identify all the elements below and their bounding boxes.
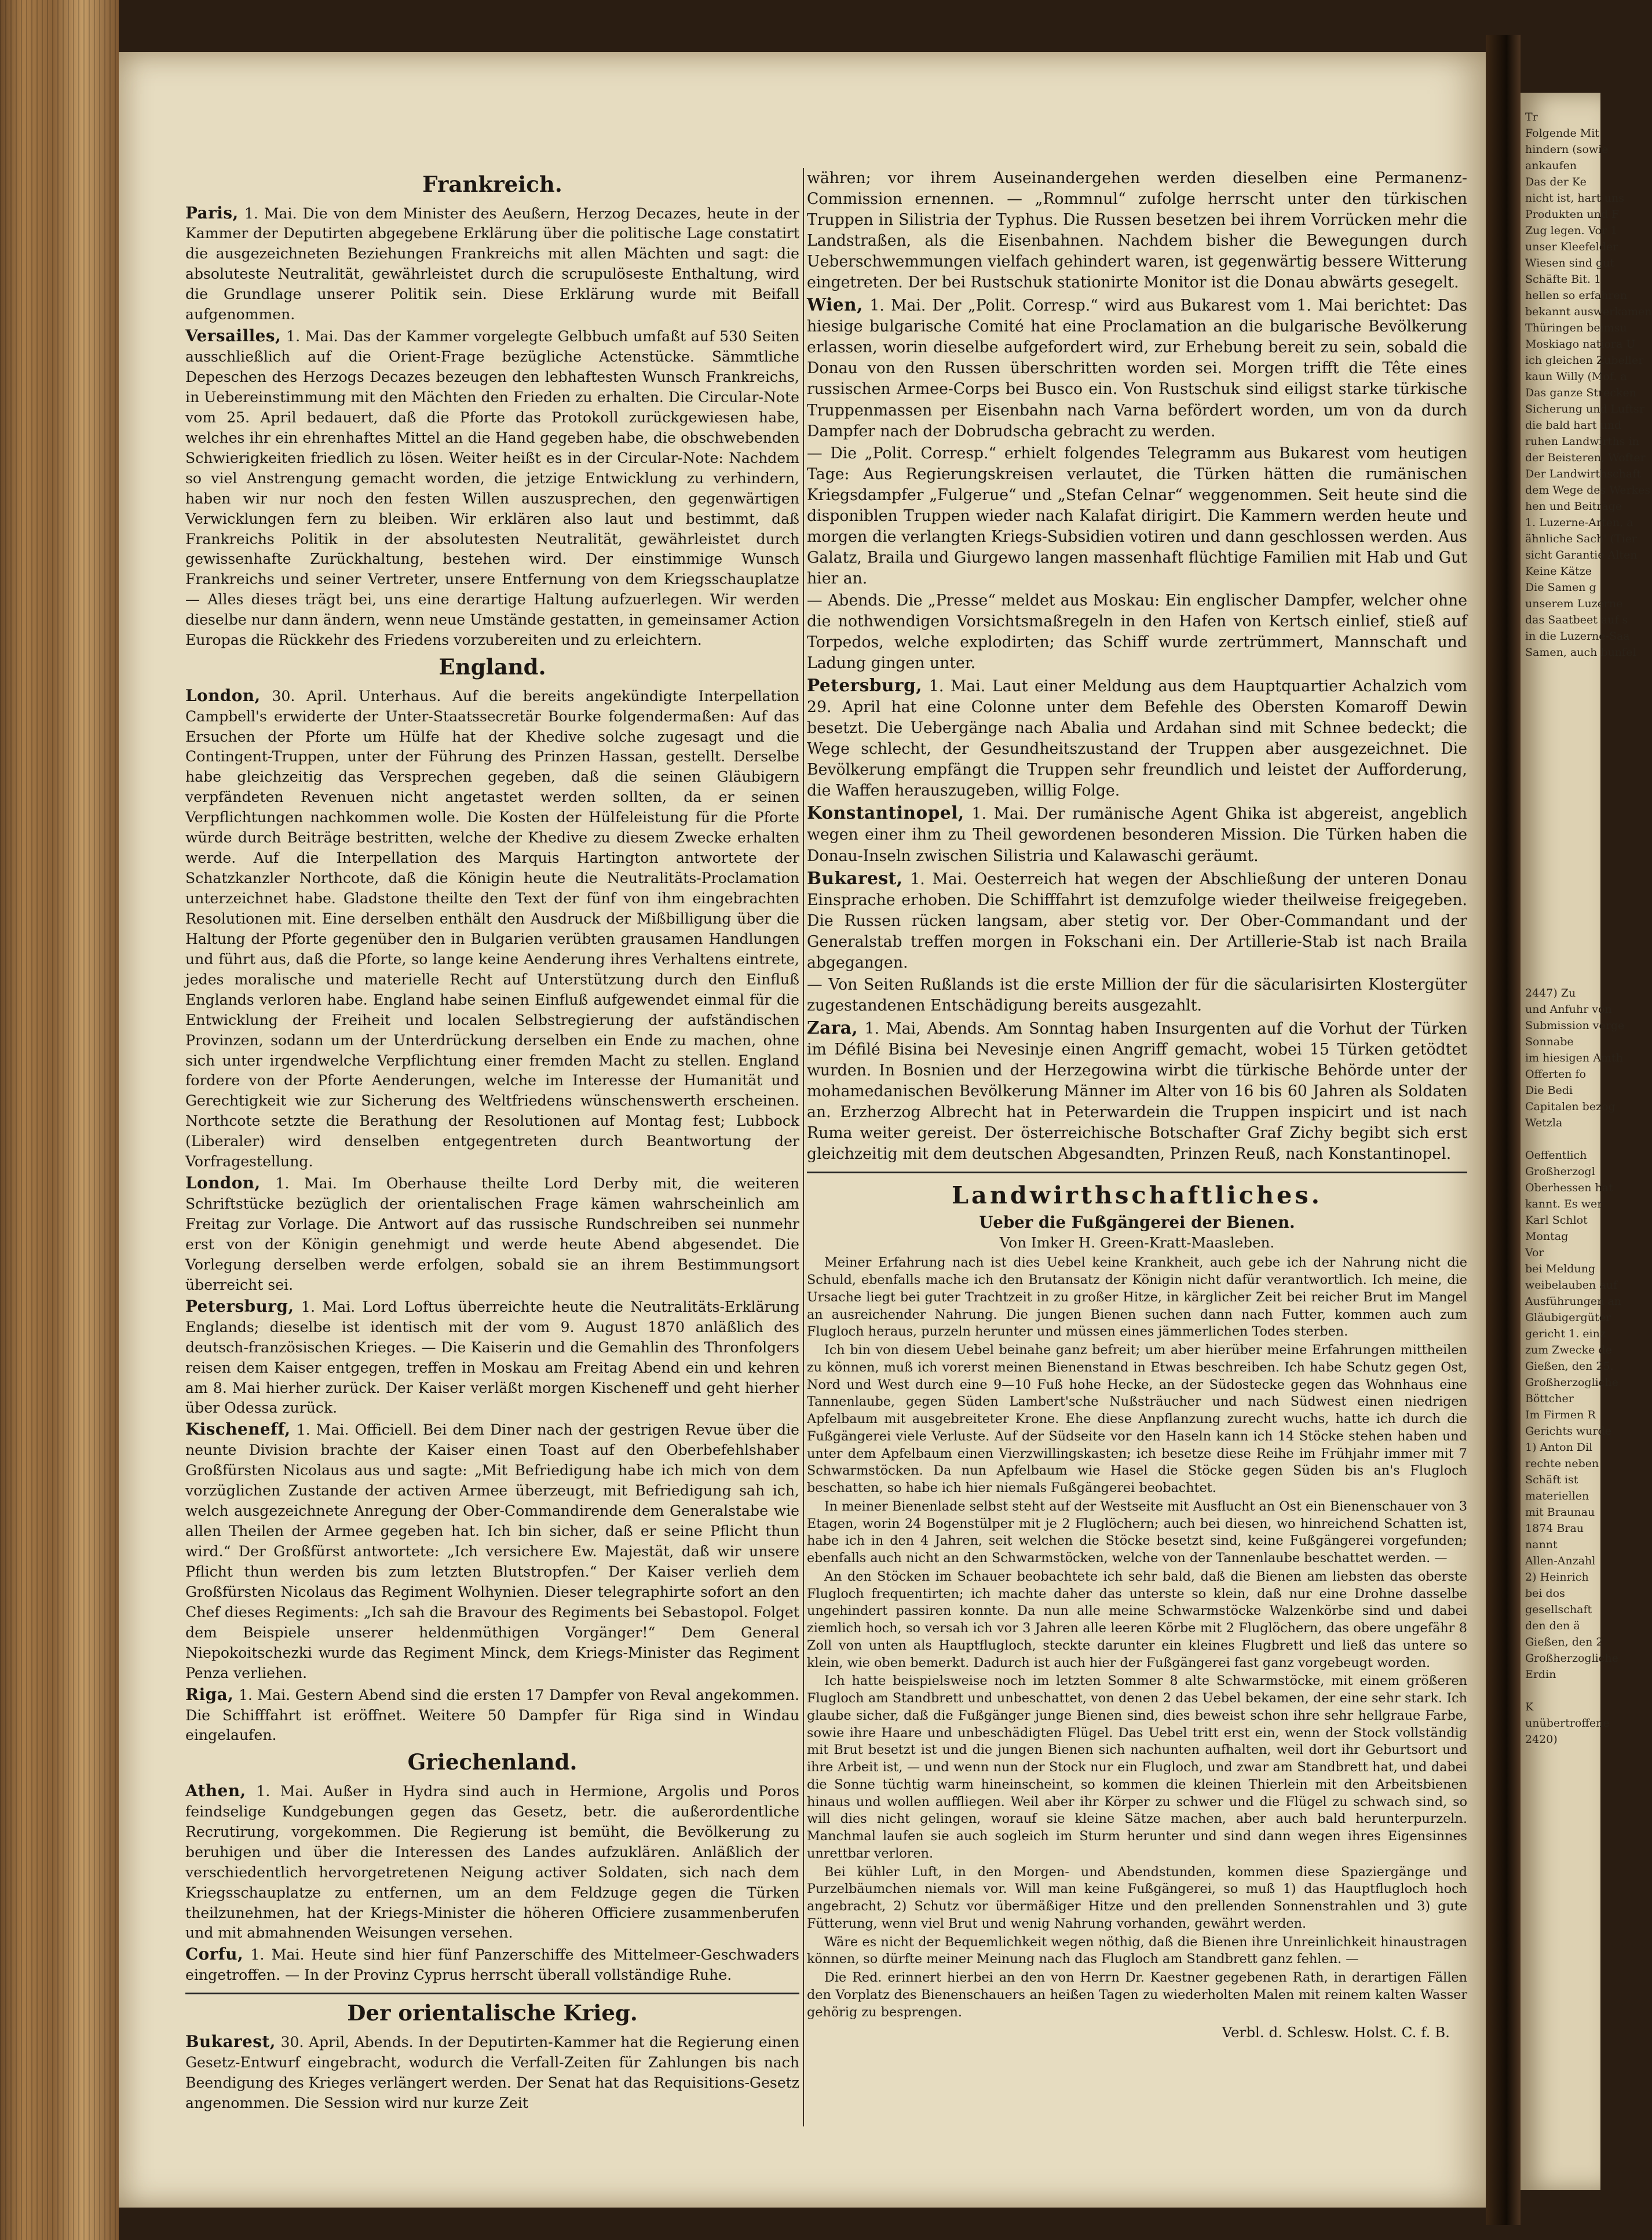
fragment-line <box>1521 1131 1600 1147</box>
fragment-line: weibelauben auf <box>1525 1279 1617 1292</box>
fragment-line: Die Samen g <box>1525 581 1596 594</box>
fragment-line: Der Landwirthschaft <box>1525 468 1641 480</box>
news-text: 1. Mai. Officiell. Bei dem Diner nach der gestrigen Revue über die neunte Division brachte der Kaiser einen Toast auf den Oberbefehlshaber Großfürsten Nicolaus aus und sagte: „Mit Befriedigung habe ich mich von dem vorzüglichen Zustande der activen Armee überzeugt, mit Befriedigung sah ich, welch ausgezeichnete Anregung der Ober-Commandirende dem Generalstabe wie allen Theilen der Armee gegeben hat. Ich bin sicher, daß er seine Pflicht thun wird.“ Der Großfürst antwortete: „Ich versichere Ew. Majestät, daß wir unsere Pflicht thun werden bis zum letzten Blutstropfen.“ Der Kaiser verlieh dem Großfürsten Nicolaus das Regiment Wolhynien. Dieser telegraphirte sofort an den Chef dieses Regiments: „Ich sah die Bravour des Regiments bei Sebastopol. Folget dem Beispiele unserer heldenmüthigen Vorgänger!“ Dem General Niepokoitschezki wurde das Regiment Minck, dem Kriegs-Minister das Regiment Penza verliehen. <box>185 1421 799 1681</box>
section-heading: Griechenland. <box>407 1749 578 1775</box>
section-rule <box>807 1172 1467 1173</box>
news-item <box>807 443 1467 589</box>
dateline: London, <box>185 1173 261 1193</box>
news-item <box>185 1781 799 1944</box>
fragment-line <box>1521 823 1600 839</box>
news-text: — Abends. Die „Presse“ meldet aus Moskau: Ein englischer Dampfer, welcher ohne die nothwendigen Vorsichtsmaßregeln in den Hafen von Kertsch einlief, stieß auf Torpedos, welche explodirten; das Schiff wurde zertrümmert, Mannschaft und Ladung gingen unter. <box>807 591 1467 673</box>
article-author: Von Imker H. Green-Kratt-Maasleben. <box>999 1234 1275 1251</box>
news-item <box>807 868 1467 973</box>
fragment-line <box>1521 839 1600 855</box>
fragment-line: 2447) Zu <box>1525 987 1576 999</box>
dateline: Paris, <box>185 203 239 222</box>
fragment-line: Oberhessen hat <box>1525 1181 1613 1194</box>
fragment-line: Samen, auch bunfel <box>1525 646 1636 659</box>
fragment-line: Die Bedi <box>1525 1084 1573 1097</box>
article-paragraph <box>807 1934 1467 1969</box>
fragment-line: unserem Luzerne <box>1525 597 1623 610</box>
fragment-line: gesellschaft <box>1525 1603 1592 1616</box>
left-column <box>185 168 799 2115</box>
fragment-line <box>1521 1683 1600 1699</box>
article-paragraph <box>807 1254 1467 1341</box>
fragment-line: 1) Anton Dil <box>1525 1441 1593 1454</box>
fragment-line: die bald hart und <box>1525 419 1622 432</box>
fragment-line <box>1521 969 1600 985</box>
fragment-line: Schäfte Bit. 1 <box>1525 273 1602 286</box>
fragment-line: in die Luzerne-Saa <box>1525 630 1630 643</box>
fragment-line: sicht Garantie Alten <box>1525 549 1638 561</box>
fragment-line: Wiesen sind gut <box>1525 257 1615 269</box>
fragment-line: Allen-Anzahl <box>1525 1555 1596 1567</box>
news-text: 1. Mai, Abends. Am Sonntag haben Insurgenten auf die Vorhut der Türken im Défilé Bisina bei Nevesinje einen Angriff gemacht, wobei 15 Türken getödtet wurden. In Bosnien und der Herzegowina wirbt die türkische Behörde unter der mohamedanischen Bevölkerung Männer im Alter von 16 bis 60 Jahren als Soldaten an. Erzherzog Albrecht hat in Peterwardein die Truppen inspicirt und ist nach Ruma weiter gereist. Der österreichische Botschafter Graf Zichy begibt sich erst gleichzeitig mit dem deutschen Abgesandten, Prinzen Reuß, nach Konstantinopel. <box>807 1019 1467 1163</box>
fragment-line: und Anfuhr von <box>1525 1003 1612 1016</box>
fragment-line: materiellen <box>1525 1490 1589 1502</box>
fragment-line: hen und Beiträge <box>1525 500 1622 513</box>
fragment-line: bei Meldung <box>1525 1263 1596 1275</box>
paragraph-text: Wäre es nicht der Bequemlichkeit wegen nöthig, daß die Bienen ihre Unreinlichkeit hinaustragen können, so dürfte meiner Meinung nach das Flugloch am Standbrett ganz fehlen. — <box>807 1934 1467 1967</box>
source-credit: Verbl. d. Schlesw. Holst. C. f. B. <box>1222 2024 1450 2041</box>
news-item <box>807 168 1467 293</box>
fragment-line: K <box>1525 1701 1534 1713</box>
fragment-line: im hiesigen Amth <box>1525 1052 1623 1064</box>
article-title: Ueber die Fußgängerei der Bienen. <box>979 1213 1295 1232</box>
fragment-line: ankaufen <box>1525 159 1577 172</box>
fragment-line <box>1521 742 1600 758</box>
fragment-line: kannt. Es wer <box>1525 1198 1603 1210</box>
fragment-line: Tr <box>1525 111 1538 123</box>
section-heading: Der orientalische Krieg. <box>347 2000 638 2026</box>
fragment-line <box>1521 871 1600 888</box>
fragment-line <box>1521 725 1600 742</box>
news-item <box>185 1420 799 1683</box>
news-text: — Von Seiten Rußlands ist die erste Million der für die säcularisirten Klostergüter zugestandenen Entschädigung bereits ausgezahlt. <box>807 975 1467 1015</box>
article-paragraph <box>807 1342 1467 1497</box>
article-paragraph <box>807 1864 1467 1933</box>
fragment-line: Thüringen beimsu <box>1525 322 1627 334</box>
fragment-line: rechte neben <box>1525 1457 1599 1470</box>
fragment-line: Offerten fo <box>1525 1068 1587 1081</box>
page-edges <box>0 0 119 2240</box>
fragment-line: bekannt auswerkamen <box>1525 305 1652 318</box>
dateline: Konstantinopel, <box>807 802 964 823</box>
fragment-line: Das der Ke <box>1525 176 1587 188</box>
news-text: 1. Mai. Der „Polit. Corresp.“ wird aus Bukarest vom 1. Mai berichtet: Das hiesige bulgarische Comité hat eine Proclamation an die bulgarische Bevölkerung erlassen, worin dieselbe aufgefordert wird, zur Erhebung bereit zu sein, sobald die Donau von den Russen überschritten worden sei. Morgen trifft die Tête eines russischen Armee-Corps bei Busco ein. Von Rustschuk sind eiligst starke türkische Truppenmassen per Eisenbahn nach Varna befördert worden, um von da durch Dampfer nach der Dobrudscha gebracht zu werden. <box>807 297 1467 440</box>
fragment-line: dem Wege des Werkes <box>1525 484 1651 497</box>
news-item <box>807 802 1467 866</box>
fragment-line: kaun Willy (Mof. a <box>1525 370 1627 383</box>
section-heading: England. <box>438 654 546 680</box>
article-paragraph <box>807 1568 1467 1672</box>
fragment-line: mit Braunau <box>1525 1506 1595 1519</box>
adjacent-page-fragment <box>1521 93 1652 2190</box>
fragment-line <box>1521 693 1600 709</box>
fragment-line: ich gleichen Zubeller <box>1525 354 1644 367</box>
fragment-line: unser Kleefelder <box>1525 240 1618 253</box>
news-item <box>807 675 1467 801</box>
fragment-line: Gießen, den 2 <box>1525 1636 1603 1648</box>
fragment-line: hellen so erfahren <box>1525 289 1627 302</box>
fragment-line: Gießen, den 25. <box>1525 1360 1614 1373</box>
fragment-line: Im Firmen R <box>1525 1409 1596 1421</box>
fragment-line: der Beisteren, Wofter <box>1525 451 1646 464</box>
fragment-line: das Saatbeet auf s <box>1525 614 1628 626</box>
article-paragraph <box>807 1673 1467 1862</box>
fragment-line: Wetzla <box>1525 1117 1563 1129</box>
news-text: 30. April. Unterhaus. Auf die bereits angekündigte Interpellation Campbell's erwiderte der Unter-Staatssecretär Bourke folgendermaßen: Auf das Ersuchen der Pforte um Hülfe hat der Khedive solche zugesagt und die Contingent-Truppen, unter der Führung des Prinzen Hassan, gestellt. Derselbe habe gleichzeitig das Versprechen gegeben, daß die seinen Gläubigern verpfändeten Revenuen nicht angetastet werden sollten, da er seinen Verpflichtungen nachkommen wolle. Die Kosten der Hülfeleistung für die Pforte würde durch Beiträge bestritten, welche der Khedive zu diesem Zwecke erhalten werde. Auf die Interpellation des Marquis Hartington antwortete der Schatzkanzler Northcote, daß die Königin heute die Neutralitäts-Proclamation unterzeichnet habe. Gladstone theilte den Text der fünf von ihm eingebrachten Resolutionen mit. Eine derselben enthält den Ausdruck der Mißbilligung über die Haltung der Pforte gegenüber den in Bulgarien verübten grausamen Handlungen und führt aus, daß die Pforte, so lange keine Aenderung ihres Verhaltens eintrete, jedes moralische und materielle Recht auf Unterstützung durch den Einfluß Englands verloren habe. England habe seinen Einfluß aufgewendet einmal für die Entwicklung der Freiheit und localen Selbstregierung der aufständischen Provinzen, sodann um der Unterdrückung derselben ein Ende zu machen, ohne sich unter irgendwelche Verpflichtung einer fremden Macht zu stellen. England fordere von der Pforte Aenderungen, welche im Interesse der Humanität und Gerechtigkeit wie zur Sicherung des Weltfriedens wünschenswerth erscheinen. Northcote setzte die Berathung der Resolutionen auf Montag fest; Lubbock (Liberaler) wird denselben entgegentreten durch Beantwortung der Vorfragestellung. <box>185 687 799 1170</box>
fragment-line: unübertroffene <box>1525 1717 1610 1730</box>
fragment-line: Zug legen. Vor 1 <box>1525 224 1618 237</box>
news-text: 1. Mai. Gestern Abend sind die ersten 17 Dampfer von Reval angekommen. Die Schifffahrt ist eröffnet. Weitere 50 Dampfer für Riga sind in Windau eingelaufen. <box>185 1686 799 1744</box>
dateline: Corfu, <box>185 1945 244 1964</box>
news-item <box>807 1017 1467 1165</box>
fragment-line: Folgende Mit <box>1525 127 1599 140</box>
fragment-line: Karl Schlot <box>1525 1214 1588 1227</box>
paragraph-text: Die Red. erinnert hierbei an den von Herrn Dr. Kaestner gegebenen Rath, in derartigen Fällen den Vorplatz des Bienenschauers an heißen Tagen zu wiederholten Malen mit reinem kalten Wasser gehörig zu besprengen. <box>807 1970 1467 2020</box>
fragment-line <box>1521 807 1600 823</box>
fragment-line <box>1521 936 1600 953</box>
fragment-line: Großherzogl <box>1525 1165 1595 1178</box>
fragment-line: Capitalen bezog <box>1525 1100 1616 1113</box>
fragment-line: Oeffentlich <box>1525 1149 1587 1162</box>
news-text: 1. Mai. Lord Loftus überreichte heute die Neutralitäts-Erklärung Englands; dieselbe ist identisch mit der vom 9. August 1870 anläßlich des deutsch-französischen Krieges. — Die Kaiserin und die Gemahlin des Thronfolgers reisen dem Kaiser entgegen, treffen in Moskau am Freitag Abend ein und kehren am 8. Mai hierher zurück. Der Kaiser verläßt morgen Kischeneff und geht hierher über Odessa zurück. <box>185 1298 799 1417</box>
fragment-line <box>1521 953 1600 969</box>
right-column <box>807 168 1467 2044</box>
fragment-line: gericht 1. einz <box>1525 1327 1606 1340</box>
fragment-line: 2420) <box>1525 1733 1558 1746</box>
fragment-line: Gerichts wurde <box>1525 1425 1611 1438</box>
fragment-line <box>1521 774 1600 790</box>
news-text: 1. Mai. Außer in Hydra sind auch in Hermione, Argolis und Poros feindselige Kundgebungen gegen das Gesetz, betr. die außerordentliche Recrutirung, vorgekommen. Die Regierung ist bemüht, die Bevölkerung zu beruhigen und über die Interessen des Landes aufzuklären. Anläßlich der verschiedentlich hervorgetretenen Neigung activer Soldaten, sich nach dem Kriegsschauplatze zu entfernen, um an dem Feldzuge gegen die Türken theilzunehmen, hat der Kriegs-Minister die höheren Officiere zusammenberufen und mit abmahnenden Weisungen versehen. <box>185 1782 799 1942</box>
fragment-line: bei dos <box>1525 1587 1565 1600</box>
fragment-line: Das ganze Strecken <box>1525 386 1636 399</box>
dateline: Zara, <box>807 1017 858 1038</box>
fragment-line <box>1521 920 1600 936</box>
news-item <box>807 590 1467 674</box>
section-rule <box>185 1993 799 1994</box>
fragment-line: Montag <box>1525 1230 1569 1243</box>
fragment-line: Ausführungen an <box>1525 1295 1622 1308</box>
paragraph-text: An den Stöcken im Schauer beobachtete ich sehr bald, daß die Bienen am liebsten das oberste Flugloch frequentirten; ich machte daher das unterste so klein, daß nur eine Drohne dasselbe ungehindert passiren konnte. Da nun alle meine Schwarmstöcke Walzenkörbe sind und dabei ziemlich hoch, so versah ich vor 3 Jahren alle leeren Körbe mit 2 Fluglöchern, das obere ungefähr 8 Zoll von unten als Hauptflugloch, steckte darunter ein kleines Flugbrett und ließ das untere so klein, wie oben bemerkt. Dadurch ist auch hier der Fußgängerei fast ganz vorgebeugt worden. <box>807 1568 1467 1670</box>
fragment-line <box>1521 677 1600 693</box>
dateline: Athen, <box>185 1781 246 1800</box>
article-paragraph <box>807 1969 1467 2021</box>
news-item <box>185 686 799 1173</box>
fragment-line: Erdin <box>1525 1668 1556 1681</box>
news-text: 1. Mai. Im Oberhause theilte Lord Derby mit, die weiteren Schriftstücke bezüglich der orientalischen Frage kämen wahrscheinlich am Freitag zur Vorlage. Die Antwort auf das russische Rundschreiben sei nunmehr erst von der Königin genehmigt und werde heute Abend abgesendet. Die Vorlegung derselben werde erfolgen, sobald sie an ihrem Bestimmungsort überreicht sei. <box>185 1175 799 1293</box>
fragment-line: den den ä <box>1525 1619 1580 1632</box>
news-text: — Die „Polit. Corresp.“ erhielt folgendes Telegramm aus Bukarest vom heutigen Tage: Aus Regierungskreisen verlautet, die Türken hätten die rumänischen Kriegsdampfer „Fulgerue“ und „Stefan Celnar“ weggenommen. Seit heute sind die disponiblen Truppen wieder nach Kalafat dirigirt. Die Kammern werden heute und morgen die verlangten Kriegs-Subsidien votiren und dann geschlossen werden. Aus Galatz, Braila und Giurgewo langen massenhaft flüchtige Familien mit Hab und Gut hier an. <box>807 444 1467 588</box>
news-text: 1. Mai. Das der Kammer vorgelegte Gelbbuch umfaßt auf 530 Seiten ausschließlich auf die Orient-Frage bezügliche Actenstücke. Sämmtliche Depeschen des Herzogs Decazes bezeugen den lebhaftesten Wunsch Frankreichs, in Uebereinstimmung mit den Mächten den Frieden zu erhalten. Die Circular-Note vom 25. April bedauert, daß die Pforte das Protokoll zurückgewiesen habe, welches ihr ein ehrenhaftes Mittel an die Hand gegeben habe, die obschwebenden Schwierigkeiten friedlich zu lösen. Weiter heißt es in der Circular-Note: Nachdem so viel Anstrengung gemacht worden, die jetzige Entwicklung zu verhindern, haben wir nur noch den festen Willen auszusprechen, den gegenwärtigen Verwicklungen fern zu bleiben. Wir erklären also laut und bestimmt, daß Frankreichs Politik in der absolutesten Neutralität, gewährleistet durch gewissenhafte Zurückhaltung, bestehen wird. Der einstimmige Wunsch Frankreichs und seiner Vertreter, unsere Entfernung von dem Kriegsschauplatze — Alles dieses trägt bei, uns eine derartige Haltung aufzuerlegen. Wir werden dieselbe nur dann ändern, wenn neue Umstände gestatten, in gemeinsamer Action Europas die Rückkehr des Friedens vorzubereiten und zu erleichtern. <box>185 328 799 649</box>
dateline: Riga, <box>185 1684 234 1704</box>
dateline: Kischeneff, <box>185 1420 291 1439</box>
fragment-line <box>1521 904 1600 920</box>
fragment-line <box>1521 758 1600 774</box>
news-text: 1. Mai. Der rumänische Agent Ghika ist abgereist, angeblich wegen einer ihm zu Theil gewordenen besonderen Mission. Die Türken haben die Donau-Inseln zwischen Silistria und Kalawaschi geräumt. <box>807 805 1468 865</box>
fragment-line <box>1521 855 1600 871</box>
fragment-line: Sicherung und Luftsr <box>1525 403 1645 415</box>
fragment-line: nannt <box>1525 1538 1558 1551</box>
article-paragraph <box>807 1498 1467 1567</box>
dateline: Bukarest, <box>185 2031 276 2051</box>
paragraph-text: Ich bin von diesem Uebel beinahe ganz befreit; um aber hierüber meine Erfahrungen mittheilen zu können, muß ich vorerst meinen Bienenstand in Etwas beschreiben. Ich habe Schutz gegen Ost, Nord und West durch eine 9—10 Fuß hohe Hecke, an der Südostecke gegen das Wohnhaus eine Tannenlaube, gegen Süden Lambert'sche Nußsträucher und nach Südwest einen niedrigen Apfelbaum mit ausgebreiteter Krone. Ehe diese Anpflanzung zurecht wuchs, hatte ich durch die Fußgängerei viele Verluste. Auf der Südseite vor den Haseln kann ich 14 Stöcke stehen haben und unter dem Apfelbaum einen Vierzwillingskasten; ich besetze diese Reihe im Frühjahr immer mit 7 Schwarmstöcken. Da nun Apfelbaum wie Hasel die Stöcke gegen Süden bis an's Flugloch beschatten, so habe ich hier niemals Fußgängerei beobachtet. <box>807 1342 1467 1496</box>
paragraph-text: Bei kühler Luft, in den Morgen- und Abendstunden, kommen diese Spaziergänge und Purzelbäumchen niemals vor. Will man keine Fußgängerei, so muß 1) das Hauptflugloch hoch angebracht, 2) Schutz vor übermäßiger Hitze und den prellenden Sonnenstrahlen und 3) gute Fütterung, wenn viel Brut und wenig Nahrung vorhanden, gewährt werden. <box>807 1864 1467 1931</box>
news-item <box>185 1173 799 1296</box>
fragment-line: 1. Luzerne-Arten, a <box>1525 516 1633 529</box>
fragment-line: Sonnabe <box>1525 1035 1574 1048</box>
fragment-line: Großherzogliche <box>1525 1376 1618 1389</box>
fragment-line: Gläubigergüter <box>1525 1311 1611 1324</box>
dateline: Petersburg, <box>807 675 923 696</box>
news-item <box>185 1297 799 1419</box>
news-item <box>185 1685 799 1746</box>
dateline: Wien, <box>807 294 863 315</box>
fragment-line: zum Zwecke de <box>1525 1344 1612 1356</box>
news-item <box>185 2032 799 2114</box>
news-text: 1. Mai. Oesterreich hat wegen der Abschließung der unteren Donau Einsprache erhoben. Die Schifffahrt ist demzufolge wieder theilweise freigegeben. Die Russen rücken langsam, aber stetig vor. Der Ober-Commandant und der Generalstab treffen morgen in Fokschani ein. Der Artillerie-Stab ist nach Braila abgegangen. <box>807 870 1468 972</box>
dateline: Versailles, <box>185 326 282 346</box>
news-text: 1. Mai. Heute sind hier fünf Panzerschiffe des Mittelmeer-Geschwaders eingetroffen. — In der Provinz Cyprus herrscht überall vollständige Ruhe. <box>185 1946 799 1984</box>
paragraph-text: In meiner Bienenlade selbst steht auf der Westseite mit Ausflucht an Ost ein Bienenschauer von 3 Etagen, worin 24 Bogenstülper mit je 2 Fluglöchern; auch bei diesen, wo hinreichend Schatten ist, habe ich in den 4 Jahren, seit welchen die Stöcke besetzt sind, keine Fußgängerei vorgefunden; ebenfalls auch nicht an den Schwarmstöcken, welche von der Tannenlaube beschattet werden. — <box>807 1498 1467 1566</box>
news-item <box>807 975 1467 1016</box>
news-text: 1. Mai. Laut einer Meldung aus dem Hauptquartier Achalzich vom 29. April hat eine Colonne unter dem Befehle des Obersten Komaroff Dewin besetzt. Die Uebergänge nach Abalia und Ardahan sind mit Schnee bedeckt; die Wege schlecht, der Gesundheitszustand der Truppen aber ausgezeichnet. Die Bevölkerung empfängt die Truppen sehr freundlich und leistet der Aufforderung, die Waffen herauszugeben, willig Folge. <box>807 677 1468 800</box>
news-text: 1. Mai. Die von dem Minister des Aeußern, Herzog Decazes, heute in der Kammer der Deputirten abgegebene Erklärung über die politische Lage constatirt die ausgezeichneten Beziehungen Frankreichs mit allen Mächten und sagt: die absoluteste Neutralität, gewährleistet durch die scrupulöseste Enthaltung, wird die Grundlage unserer Politik sein. Diese Erklärung wurde mit Beifall aufgenommen. <box>185 205 799 323</box>
fragment-line <box>1521 93 1600 109</box>
fragment-line: 1874 Brau <box>1525 1522 1584 1535</box>
fragment-line: hindern (sowie <box>1525 143 1609 156</box>
fragment-line: ruhen Landwirths in <box>1525 435 1639 448</box>
fragment-line: Moskiago natiora U <box>1525 338 1636 351</box>
fragment-line: Böttcher <box>1525 1392 1574 1405</box>
news-text: 30. April, Abends. In der Deputirten-Kammer hat die Regierung einen Gesetz-Entwurf eingebracht, wodurch die Verfall-Zeiten für Zahlungen bis nach Beendigung des Krieges verlängert werden. Der Senat hat das Requisitions-Gesetz angenommen. Die Session wird nur kurze Zeit <box>185 2033 799 2111</box>
fragment-line: 2) Heinrich <box>1525 1571 1589 1584</box>
fragment-line: Submission verge <box>1525 1019 1625 1032</box>
fragment-line: Keine Kätze <box>1525 565 1592 578</box>
fragment-line: nicht ist, hart uns <box>1525 192 1624 205</box>
section-heading: Landwirthschaftliches. <box>951 1181 1323 1210</box>
fragment-line <box>1521 888 1600 904</box>
fragment-line <box>1521 661 1600 677</box>
dateline: Bukarest, <box>807 867 903 888</box>
column-divider <box>803 168 804 2126</box>
fragment-line: Großherzogliche <box>1525 1652 1618 1665</box>
fragment-line: Produkten und F <box>1525 208 1620 221</box>
paragraph-text: Ich hatte beispielsweise noch im letzten Sommer 8 alte Schwarmstöcke, mit einem größeren Flugloch am Standbrett und unbeschattet, von denen 2 das Uebel bekamen, der eine sehr stark. Ich glaube sicher, daß die Fußgänger junge Bienen sind, dies beweist schon ihre sehr hellgraue Farbe, sowie ihre Haare und unbeschädigten Flügel. Das Uebel tritt erst ein, wenn der Stock vollständig mit Brut besetzt ist und die jungen Bienen sich nachunten aufhalten, weil dort ihr Geburtsort und ihre Arbeit ist, — und wenn nun der Stock nur ein Flugloch, und zwar am Standbrett hat, und dabei die Sonne tüchtig warm hineinscheint, so kommen die kleinen Thierlein mit den Arbeitsbienen hinaus und wollen auffliegen. Weil aber ihr Körper zu schwer und die Flügel zu schwach sind, so will dies nicht gelingen, worauf sie kleine Sätze machen, aber auch bald herunterpurzeln. Manchmal laufen sie auch sogleich im Sturm herunter und sind dann wegen ihres Eigensinnes unrettbar verloren. <box>807 1673 1467 1861</box>
fragment-line <box>1521 790 1600 807</box>
fragment-line: ähnliche Sach' (Tier <box>1525 532 1638 545</box>
fragment-line <box>1521 709 1600 725</box>
dateline: London, <box>185 685 261 705</box>
fragment-line: Schäft ist <box>1525 1473 1578 1486</box>
section-heading: Frankreich. <box>422 172 562 197</box>
fragment-line: Vor <box>1525 1246 1544 1259</box>
news-item <box>185 326 799 651</box>
book-gutter <box>1486 35 1521 2225</box>
paragraph-text: Meiner Erfahrung nach ist dies Uebel keine Krankheit, auch gebe ich der Nahrung nicht die Schuld, ebenfalls mache ich den Brutansatz der Königin nicht dafür verantwortlich. Ich meine, die Ursache liegt bei guter Trachtzeit in zu großer Hitze, in kärglicher Zeit bei reicher Brut im Mangel an ausreichender Nahrung. Die jungen Bienen suchen dann nach Futter, kommen auch zum Flugloch heraus, purzeln herunter und müssen eines jämmerlichen Todes sterben. <box>807 1255 1467 1340</box>
news-item <box>807 294 1467 442</box>
dateline: Petersburg, <box>185 1296 294 1316</box>
news-item <box>185 203 799 326</box>
news-text: währen; vor ihrem Auseinandergehen werden dieselben eine Permanenz-Commission ernennen. — „Rommnul“ zufolge herrscht unter den türkischen Truppen in Silistria der Typhus. Die Russen besetzen bei ihrem Vorrücken mehr die Landstraßen, als die Eisenbahnen. Nachdem bisher die Bewegungen durch Ueberschwemmungen vielfach gehindert waren, ist gegenwärtig bessere Witterung eingetreten. Der bei Rustschuk stationirte Monitor ist die Donau abwärts gesegelt. <box>807 169 1467 292</box>
news-item <box>185 1945 799 1986</box>
